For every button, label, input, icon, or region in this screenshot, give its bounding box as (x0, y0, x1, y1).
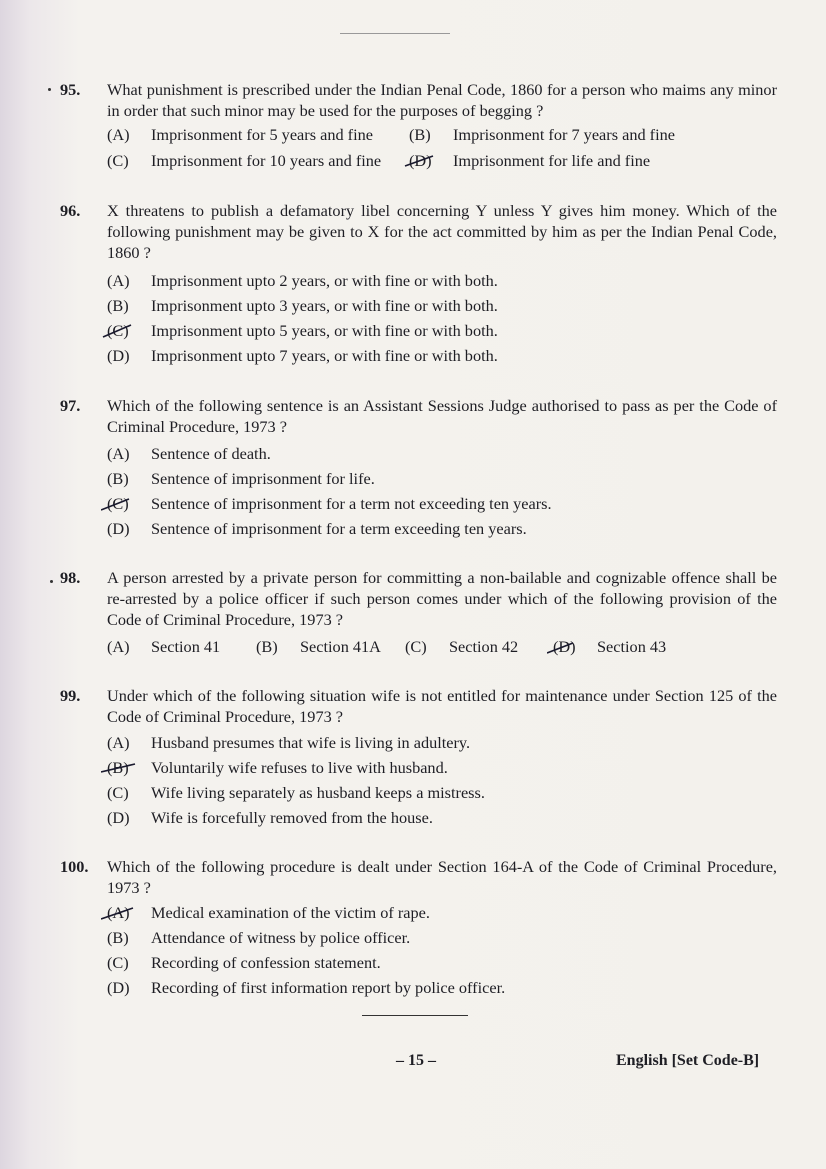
option-label: (C) (107, 494, 129, 513)
option-text: Imprisonment upto 2 years, or with fine or with both. (151, 271, 498, 290)
option-label: (A) (107, 637, 130, 656)
option-label: (B) (107, 758, 129, 777)
option-text: Imprisonment for 10 years and fine (151, 151, 382, 170)
option-text: Recording of confession statement. (151, 953, 381, 972)
option-text: Imprisonment upto 7 years, or with fine or with both. (151, 346, 498, 365)
option-b[interactable] (409, 124, 675, 145)
question-97 (60, 395, 780, 437)
option-label: (C) (107, 783, 129, 802)
option-label: (C) (107, 953, 129, 972)
margin-dot (50, 580, 53, 583)
option-text: Sentence of imprisonment for life. (151, 469, 375, 488)
option-text: Imprisonment for 7 years and fine (453, 125, 675, 144)
option-b[interactable] (107, 927, 410, 948)
question-text: Which of the following sentence is an Assistant Sessions Judge authorised to pass as per the Code of Criminal Procedure, 1973 ? (107, 396, 777, 436)
option-text: Attendance of witness by police officer. (151, 928, 411, 947)
option-c[interactable] (107, 150, 381, 171)
option-a[interactable] (107, 443, 271, 464)
question-number: 100. (60, 857, 89, 876)
option-label: (D) (409, 151, 432, 170)
end-divider (362, 1015, 468, 1016)
option-label: (C) (107, 321, 129, 340)
question-98 (60, 567, 780, 630)
option-c[interactable] (107, 493, 552, 514)
option-label: (D) (107, 978, 130, 997)
option-text: Imprisonment upto 5 years, or with fine or with both. (151, 321, 498, 340)
option-label: (D) (107, 346, 130, 365)
option-b[interactable] (256, 636, 381, 657)
question-text: What punishment is prescribed under the Indian Penal Code, 1860 for a person who maims any minor in order that such minor may be used for the purposes of begging ? (107, 80, 777, 120)
question-text: X threatens to publish a defamatory libel concerning Y unless Y gives him money. Which of the following punishment may be given to X for the act committed by him as per the Indian Penal Code, 1860 ? (107, 201, 777, 262)
option-d[interactable] (409, 150, 650, 171)
option-c[interactable] (107, 320, 498, 341)
option-label: (B) (409, 125, 431, 144)
option-c[interactable] (107, 952, 381, 973)
option-label: (B) (107, 928, 129, 947)
option-text: Section 43 (597, 637, 667, 656)
option-d[interactable] (107, 807, 433, 828)
option-text: Wife is forcefully removed from the house. (151, 808, 433, 827)
option-text: Sentence of imprisonment for a term exceeding ten years. (151, 519, 527, 538)
question-number: 98. (60, 568, 81, 587)
option-text: Section 41A (300, 637, 381, 656)
margin-dot (48, 88, 51, 91)
option-a[interactable] (107, 124, 373, 145)
option-c[interactable] (107, 782, 485, 803)
option-a[interactable] (107, 902, 430, 923)
option-text: Section 42 (449, 637, 519, 656)
option-text: Medical examination of the victim of rape. (151, 903, 430, 922)
top-divider (340, 33, 450, 34)
option-b[interactable] (107, 468, 375, 489)
option-text: Section 41 (151, 637, 221, 656)
question-100 (60, 856, 780, 898)
question-text: Under which of the following situation wife is not entitled for maintenance under Section 125 of the Code of Criminal Procedure, 1973 ? (107, 686, 777, 726)
option-c[interactable] (405, 636, 518, 657)
question-95 (60, 79, 780, 121)
option-label: (A) (107, 733, 130, 752)
option-label: (B) (107, 469, 129, 488)
option-text: Imprisonment for life and fine (453, 151, 651, 170)
language-set-code: English [Set Code-B] (616, 1052, 760, 1069)
option-label: (A) (107, 125, 130, 144)
option-a[interactable] (107, 732, 470, 753)
option-label: (D) (553, 637, 576, 656)
option-d[interactable] (553, 636, 666, 657)
page-number: – 15 – (396, 1052, 436, 1069)
option-d[interactable] (107, 518, 527, 539)
option-text: Imprisonment upto 3 years, or with fine or with both. (151, 296, 498, 315)
question-number: 95. (60, 80, 81, 99)
option-a[interactable] (107, 270, 498, 291)
option-label: (D) (107, 808, 130, 827)
question-text: Which of the following procedure is dealt under Section 164-A of the Code of Criminal Procedure, 1973 ? (107, 857, 777, 897)
option-text: Husband presumes that wife is living in adultery. (151, 733, 471, 752)
question-number: 97. (60, 396, 81, 415)
option-b[interactable] (107, 757, 448, 778)
option-label: (A) (107, 444, 130, 463)
option-label: (A) (107, 903, 130, 922)
question-text: A person arrested by a private person for committing a non-bailable and cognizable offence shall be re-arrested by a police officer if such person comes under which of the following provision of the Code of Criminal Procedure, 1973 ? (107, 568, 777, 629)
option-text: Imprisonment for 5 years and fine (151, 125, 373, 144)
option-label: (D) (107, 519, 130, 538)
option-text: Recording of first information report by police officer. (151, 978, 506, 997)
option-label: (C) (405, 637, 427, 656)
question-96 (60, 200, 780, 263)
option-b[interactable] (107, 295, 498, 316)
option-text: Sentence of death. (151, 444, 271, 463)
option-label: (B) (256, 637, 278, 656)
option-label: (A) (107, 271, 130, 290)
option-label: (B) (107, 296, 129, 315)
question-number: 96. (60, 201, 81, 220)
option-a[interactable] (107, 636, 220, 657)
option-d[interactable] (107, 345, 498, 366)
option-text: Voluntarily wife refuses to live with husband. (151, 758, 448, 777)
question-number: 99. (60, 686, 81, 705)
option-d[interactable] (107, 977, 505, 998)
option-text: Wife living separately as husband keeps a mistress. (151, 783, 485, 802)
option-text: Sentence of imprisonment for a term not exceeding ten years. (151, 494, 552, 513)
option-label: (C) (107, 151, 129, 170)
question-99 (60, 685, 780, 727)
